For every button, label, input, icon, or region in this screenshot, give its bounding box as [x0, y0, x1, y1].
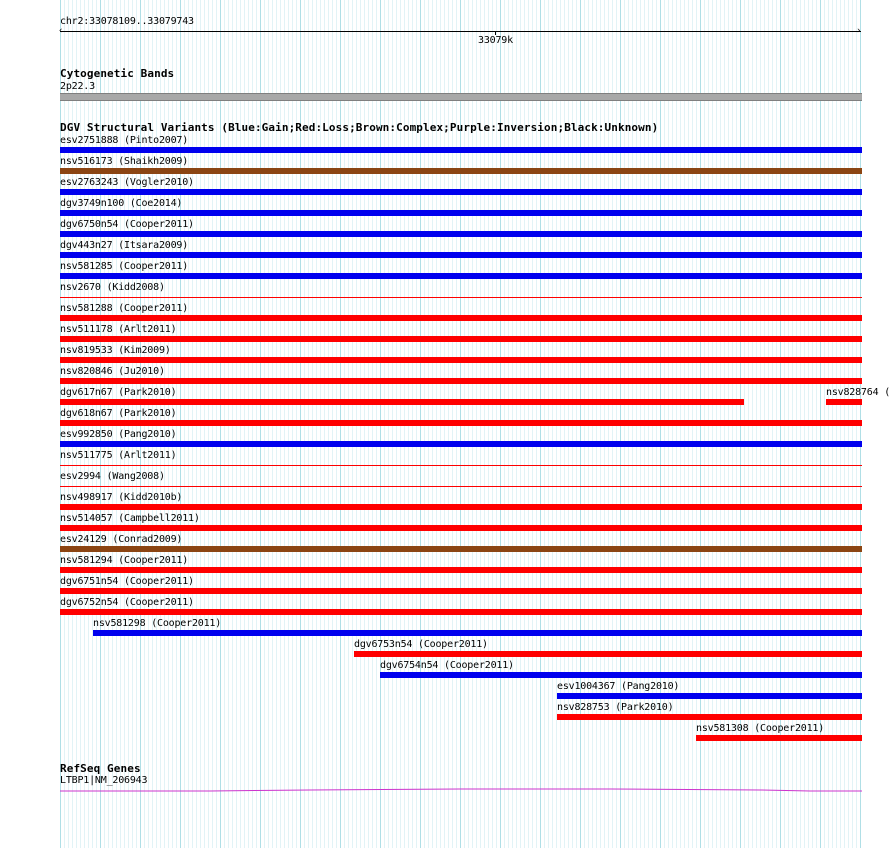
variant-bar[interactable] — [60, 486, 862, 487]
variant-bar[interactable] — [60, 252, 862, 258]
variant-label[interactable]: nsv819533 (Kim2009) — [60, 345, 171, 356]
refseq-track-title[interactable]: RefSeq Genes — [60, 762, 141, 775]
variant-bar[interactable] — [60, 231, 862, 237]
variant-bar[interactable] — [354, 651, 862, 657]
variant-bar[interactable] — [60, 399, 744, 405]
variant-label[interactable]: nsv581294 (Cooper2011) — [60, 555, 189, 566]
variant-label[interactable]: dgv6750n54 (Cooper2011) — [60, 219, 194, 230]
variant-bar[interactable] — [93, 630, 862, 636]
ruler-line — [60, 31, 861, 32]
variant-bar[interactable] — [826, 399, 862, 405]
cytoband-track-title[interactable]: Cytogenetic Bands — [60, 67, 175, 80]
variant-bar[interactable] — [60, 567, 862, 573]
variant-label[interactable]: dgv6754n54 (Cooper2011) — [380, 660, 514, 671]
variant-label[interactable]: nsv581288 (Cooper2011) — [60, 303, 189, 314]
variant-bar[interactable] — [60, 210, 862, 216]
variant-bar[interactable] — [60, 588, 862, 594]
variant-bar[interactable] — [60, 609, 862, 615]
variant-bar[interactable] — [60, 441, 862, 447]
variant-label[interactable]: esv992850 (Pang2010) — [60, 429, 177, 440]
variant-label[interactable]: nsv828753 (Park2010) — [557, 702, 674, 713]
variant-label[interactable]: nsv498917 (Kidd2010b) — [60, 492, 183, 503]
dgv-track-title[interactable]: DGV Structural Variants (Blue:Gain;Red:Loss;Brown:Complex;Purple:Inversion;Black:Unknown) — [60, 121, 659, 134]
variant-bar[interactable] — [557, 693, 862, 699]
variant-bar[interactable] — [557, 714, 862, 720]
variant-label[interactable]: nsv581308 (Cooper2011) — [696, 723, 825, 734]
ruler-tick-label: 33079k — [478, 35, 513, 46]
variant-bar[interactable] — [60, 168, 862, 174]
variant-bar[interactable] — [60, 273, 862, 279]
variant-bar[interactable] — [60, 465, 862, 466]
variant-label[interactable]: esv2751888 (Pinto2007) — [60, 135, 189, 146]
variant-label[interactable]: nsv581285 (Cooper2011) — [60, 261, 189, 272]
variant-bar[interactable] — [60, 189, 862, 195]
variant-label[interactable]: dgv6751n54 (Cooper2011) — [60, 576, 194, 587]
variant-bar[interactable] — [60, 525, 862, 531]
variant-bar[interactable] — [60, 546, 862, 552]
variant-label[interactable]: nsv2670 (Kidd2008) — [60, 282, 165, 293]
variant-label[interactable]: dgv6752n54 (Cooper2011) — [60, 597, 194, 608]
scroll-right-arrow-icon[interactable]: › — [856, 26, 862, 36]
variant-bar[interactable] — [60, 420, 862, 426]
cytoband-bar[interactable] — [60, 93, 862, 101]
variant-label[interactable]: dgv6753n54 (Cooper2011) — [354, 639, 488, 650]
variant-bar[interactable] — [60, 357, 862, 363]
variant-bar[interactable] — [696, 735, 862, 741]
cytoband-label: 2p22.3 — [60, 81, 95, 92]
variant-bar[interactable] — [60, 297, 862, 298]
scroll-left-arrow-icon[interactable]: ‹ — [58, 26, 64, 36]
variant-label[interactable]: esv24129 (Conrad2009) — [60, 534, 183, 545]
gene-line — [60, 789, 862, 791]
gene-feature[interactable] — [60, 786, 862, 794]
variant-bar[interactable] — [60, 378, 862, 384]
variant-label[interactable]: dgv443n27 (Itsara2009) — [60, 240, 189, 251]
variant-label[interactable]: nsv820846 (Ju2010) — [60, 366, 165, 377]
variant-bar[interactable] — [60, 315, 862, 321]
variant-label[interactable]: nsv516173 (Shaikh2009) — [60, 156, 189, 167]
variant-bar[interactable] — [380, 672, 862, 678]
variant-label[interactable]: dgv618n67 (Park2010) — [60, 408, 177, 419]
variant-label[interactable]: esv1004367 (Pang2010) — [557, 681, 680, 692]
gene-label[interactable]: LTBP1|NM_206943 — [60, 775, 148, 786]
variant-bar[interactable] — [60, 147, 862, 153]
position-label: chr2:33078109..33079743 — [60, 16, 194, 27]
variant-label[interactable]: nsv828764 ( — [826, 387, 890, 398]
variant-label[interactable]: nsv514057 (Campbell2011) — [60, 513, 200, 524]
variant-label[interactable]: esv2994 (Wang2008) — [60, 471, 165, 482]
variant-bar[interactable] — [60, 504, 862, 510]
variant-label[interactable]: esv2763243 (Vogler2010) — [60, 177, 194, 188]
variant-bar[interactable] — [60, 336, 862, 342]
variant-label[interactable]: dgv3749n100 (Coe2014) — [60, 198, 183, 209]
variant-label[interactable]: nsv511775 (Arlt2011) — [60, 450, 177, 461]
variant-label[interactable]: nsv511178 (Arlt2011) — [60, 324, 177, 335]
variant-label[interactable]: dgv617n67 (Park2010) — [60, 387, 177, 398]
variant-label[interactable]: nsv581298 (Cooper2011) — [93, 618, 222, 629]
